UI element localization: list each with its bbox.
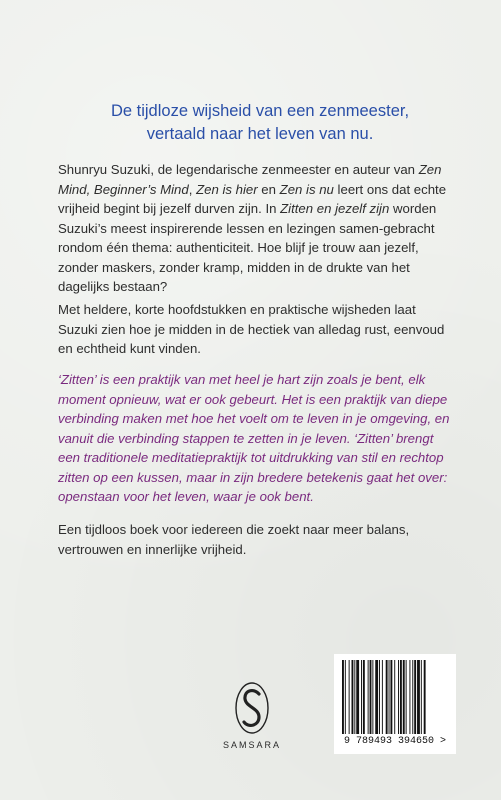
barcode-bar [414, 660, 416, 734]
barcode-bar [412, 660, 413, 734]
paragraph-text: Met heldere, korte hoofdstukken en praktische wijsheden laat Suzuki zien hoe je midden in de hectiek van alledag rust, eenvoud en echtheid kunt vinden. [58, 302, 445, 356]
description-paragraph-1 [58, 160, 458, 297]
text-span: en [257, 181, 280, 197]
barcode-bar [349, 660, 350, 734]
samsara-logo-icon [232, 680, 272, 736]
publisher-name: SAMSARA [222, 740, 281, 750]
barcode-bar [370, 660, 372, 734]
barcode-bar [398, 660, 399, 734]
book-title: Zen is nu [279, 181, 334, 197]
tagline-line-2: vertaald naar het leven van nu. [146, 125, 374, 143]
quote-paragraph [58, 370, 458, 507]
barcode-bar [375, 660, 378, 734]
tagline [60, 100, 460, 146]
barcode-bar [424, 660, 426, 734]
description-paragraph-2 [58, 300, 458, 359]
barcode-bar [379, 660, 380, 734]
barcode-bar [421, 660, 422, 734]
publisher-logo [212, 680, 292, 750]
text-span: worden Suzuki’s meest inspirerende lessen en lezingen samen-gebracht rondom één thema: authenticiteit. Hoe blijf je trouw aan jezelf, zonder maskers, zonder kramp, midden in de drukte van het dagelijks bestaan? [58, 201, 437, 294]
barcode-bar [386, 660, 388, 734]
isbn-barcode [334, 654, 456, 754]
paragraph-text: Een tijdloos boek voor iedereen die zoekt naar meer balans, vertrouwen en innerlijke vrijheid. [58, 522, 410, 557]
barcode-bar [400, 660, 402, 734]
barcode-bar [394, 660, 395, 734]
tagline-line-1: De tijdloze wijsheid van een zenmeester, [110, 102, 410, 120]
barcode-bar [368, 660, 369, 734]
barcode-bar [354, 660, 355, 734]
barcode-bar [363, 660, 365, 734]
barcode-bar [389, 660, 390, 734]
barcode-bar [342, 660, 344, 734]
barcode-bar [403, 660, 405, 734]
barcode-bar [356, 660, 359, 734]
text-span: leert ons dat echte vrijheid begint bij jezelf durven zijn. In [58, 181, 447, 216]
barcode-bar [406, 660, 407, 734]
barcode-bar [345, 660, 346, 734]
isbn-number: 9 789493 394650 > [343, 736, 447, 747]
barcode-bar [382, 660, 383, 734]
barcode-bar [352, 660, 354, 734]
book-title: Zen Mind, Beginner’s Mind [58, 162, 442, 197]
barcode-bar [372, 660, 373, 734]
description-paragraph-4 [58, 520, 458, 559]
barcode-bar [361, 660, 362, 734]
barcode-bar [409, 660, 410, 734]
book-title: Zen is hier [196, 181, 258, 197]
barcode-bar [390, 660, 392, 734]
book-title: Zitten en jezelf zijn [280, 201, 390, 216]
text-span: Shunryu Suzuki, de legendarische zenmeester en auteur van [58, 162, 419, 177]
barcode-icon [342, 660, 448, 734]
text-span: , [188, 181, 197, 197]
barcode-bar [417, 660, 420, 734]
quote-text: ‘Zitten’ is een praktijk van met heel je hart zijn zoals je bent, elk moment opnieuw, wat er ook gebeurt. Het is een praktijk van diepe verbinding maken met hoe het voelt om te leven in je omgeving, en vanuit die verbinding stappen te zetten in je leven. ‘Zitten’ brengt een traditionele meditatiepraktijk tot uitdrukking van stil en rechtop zitten op een kussen, maar in zijn bredere betekenis gaat het over: openstaan voor het leven, waar je ook bent. [58, 372, 450, 504]
